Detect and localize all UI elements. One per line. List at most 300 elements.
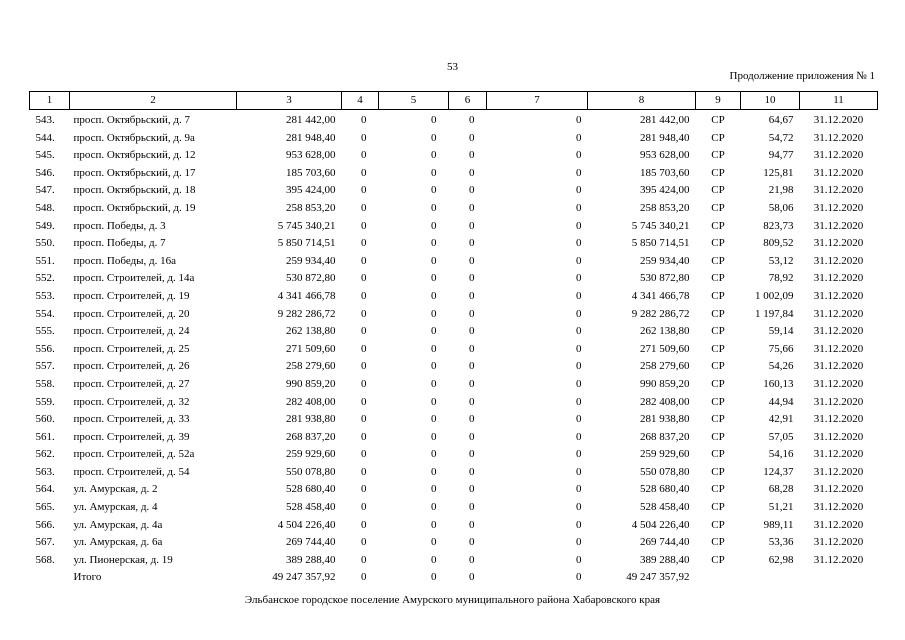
table-cell: 0 bbox=[361, 219, 367, 232]
table-cell: 990 859,20 bbox=[286, 377, 336, 390]
table-cell: 31.12.2020 bbox=[813, 131, 864, 144]
table-cell: 545. bbox=[35, 149, 55, 162]
table-cell: 31.12.2020 bbox=[813, 395, 864, 408]
table-cell: 0 bbox=[361, 166, 367, 179]
table-cell: 0 bbox=[361, 553, 367, 566]
table-cell: 528 680,40 bbox=[286, 483, 336, 496]
table-cell: 0 bbox=[361, 342, 367, 355]
table-cell: ул. Амурская, д. 4а bbox=[73, 518, 163, 531]
table-cell: 568. bbox=[35, 553, 55, 566]
table-row bbox=[30, 411, 878, 429]
table-cell: СР bbox=[711, 553, 725, 566]
table-cell: просп. Октябрьский, д. 12 bbox=[73, 149, 196, 162]
table-cell: 0 bbox=[431, 289, 437, 302]
table-cell: СР bbox=[711, 184, 725, 197]
table-cell: 0 bbox=[469, 219, 475, 232]
table-cell: ул. Пионерская, д. 19 bbox=[73, 553, 173, 566]
data-table bbox=[29, 91, 878, 587]
table-cell bbox=[741, 569, 800, 587]
table-cell: 49 247 357,92 bbox=[272, 571, 336, 584]
table-cell: 44,94 bbox=[768, 395, 794, 408]
table-cell: просп. Победы, д. 16а bbox=[73, 254, 177, 267]
table-cell: 31.12.2020 bbox=[813, 237, 864, 250]
table-cell: просп. Строителей, д. 32 bbox=[73, 395, 190, 408]
table-cell: просп. Октябрьский, д. 19 bbox=[73, 201, 196, 214]
table-cell: просп. Строителей, д. 26 bbox=[73, 360, 190, 373]
table-cell: СР bbox=[711, 465, 725, 478]
table-row bbox=[30, 446, 878, 464]
table-cell: 31.12.2020 bbox=[813, 553, 864, 566]
table-cell: СР bbox=[711, 413, 725, 426]
table-cell: 268 837,20 bbox=[640, 430, 690, 443]
table-cell: 31.12.2020 bbox=[813, 448, 864, 461]
table-cell: СР bbox=[711, 483, 725, 496]
table-cell: 0 bbox=[431, 377, 437, 390]
table-cell: СР bbox=[711, 536, 725, 549]
table-row bbox=[30, 552, 878, 570]
table-cell: 0 bbox=[431, 413, 437, 426]
table-cell: 281 938,80 bbox=[286, 413, 336, 426]
table-cell: 0 bbox=[431, 131, 437, 144]
table-cell: 31.12.2020 bbox=[813, 377, 864, 390]
table-cell: 0 bbox=[431, 272, 437, 285]
table-cell: 0 bbox=[469, 448, 475, 461]
table-cell: 0 bbox=[431, 501, 437, 514]
table-cell: 553. bbox=[35, 289, 55, 302]
table-row bbox=[30, 130, 878, 148]
table-cell: просп. Строителей, д. 20 bbox=[73, 307, 190, 320]
table-cell: просп. Строителей, д. 54 bbox=[73, 465, 190, 478]
table-cell: 42,91 bbox=[768, 413, 794, 426]
table-cell: 0 bbox=[431, 325, 437, 338]
table-cell: 0 bbox=[469, 149, 475, 162]
table-cell: ул. Амурская, д. 2 bbox=[73, 483, 158, 496]
table-cell: 31.12.2020 bbox=[813, 360, 864, 373]
table-cell: 259 934,40 bbox=[640, 254, 690, 267]
table-cell: 395 424,00 bbox=[640, 184, 690, 197]
table-cell: 953 628,00 bbox=[640, 149, 690, 162]
table-cell: 389 288,40 bbox=[286, 553, 336, 566]
table-cell: 0 bbox=[361, 395, 367, 408]
table-cell: 0 bbox=[431, 518, 437, 531]
table-cell: 282 408,00 bbox=[286, 395, 336, 408]
table-cell: 281 442,00 bbox=[286, 114, 336, 126]
table-cell: 0 bbox=[361, 325, 367, 338]
total-row bbox=[30, 569, 878, 587]
table-cell bbox=[800, 569, 878, 587]
page-footer: Эльбанское городское поселение Амурского муниципального района Хабаровского края bbox=[244, 594, 661, 606]
table-cell: 551. bbox=[35, 254, 55, 267]
table-cell: 51,21 bbox=[768, 501, 794, 514]
table-cell: 0 bbox=[576, 413, 582, 426]
table-cell: 0 bbox=[576, 342, 582, 355]
table-cell: 0 bbox=[361, 413, 367, 426]
table-cell: 0 bbox=[576, 377, 582, 390]
table-cell: 5 745 340,21 bbox=[631, 219, 690, 232]
table-cell: 546. bbox=[35, 166, 55, 179]
table-cell: 31.12.2020 bbox=[813, 413, 864, 426]
table-cell: 0 bbox=[469, 395, 475, 408]
table-cell: 94,77 bbox=[768, 149, 794, 162]
table-cell: 31.12.2020 bbox=[813, 430, 864, 443]
table-cell: 0 bbox=[576, 289, 582, 302]
table-cell: 0 bbox=[576, 201, 582, 214]
table-cell: 21,98 bbox=[768, 184, 794, 197]
table-cell: 31.12.2020 bbox=[813, 536, 864, 549]
table-cell: ул. Амурская, д. 4 bbox=[73, 501, 158, 514]
table-cell: 0 bbox=[431, 395, 437, 408]
table-cell: 4 504 226,40 bbox=[277, 518, 336, 531]
table-cell: СР bbox=[711, 518, 725, 531]
header-cell: 2 bbox=[70, 92, 237, 110]
table-cell: просп. Строителей, д. 52а bbox=[73, 448, 195, 461]
table-cell: 0 bbox=[361, 237, 367, 250]
table-cell: 543. bbox=[35, 114, 55, 126]
table-cell: 0 bbox=[469, 114, 475, 126]
table-cell: 544. bbox=[35, 131, 55, 144]
table-cell: 0 bbox=[361, 430, 367, 443]
table-cell: СР bbox=[711, 377, 725, 390]
table-cell: 0 bbox=[469, 553, 475, 566]
table-cell: 78,92 bbox=[768, 272, 794, 285]
table-cell: 0 bbox=[576, 553, 582, 566]
table-cell: 54,16 bbox=[768, 448, 794, 461]
table-cell: 4 341 466,78 bbox=[277, 289, 336, 302]
table-cell: 0 bbox=[361, 307, 367, 320]
table-cell: 0 bbox=[361, 131, 367, 144]
table-cell: 4 341 466,78 bbox=[631, 289, 690, 302]
header-cell: 6 bbox=[449, 92, 487, 110]
table-cell: 31.12.2020 bbox=[813, 342, 864, 355]
table-cell: 0 bbox=[576, 483, 582, 496]
table-cell bbox=[696, 569, 741, 587]
table-cell: 0 bbox=[431, 114, 437, 126]
table-cell: 562. bbox=[35, 448, 55, 461]
table-cell: 0 bbox=[431, 448, 437, 461]
table-cell: 0 bbox=[361, 360, 367, 373]
table-row bbox=[30, 200, 878, 218]
table-cell: 550. bbox=[35, 237, 55, 250]
table-cell: 0 bbox=[431, 536, 437, 549]
table-cell: СР bbox=[711, 307, 725, 320]
table-cell: 0 bbox=[469, 272, 475, 285]
table-cell: СР bbox=[711, 342, 725, 355]
table-cell: 259 934,40 bbox=[286, 254, 336, 267]
table-cell: 528 458,40 bbox=[640, 501, 690, 514]
table-cell: 62,98 bbox=[768, 553, 794, 566]
table-cell: 0 bbox=[576, 325, 582, 338]
table-cell: просп. Строителей, д. 14а bbox=[73, 272, 195, 285]
table-cell: 555. bbox=[35, 325, 55, 338]
table-cell: 0 bbox=[576, 448, 582, 461]
table-cell: 31.12.2020 bbox=[813, 219, 864, 232]
table-cell: 0 bbox=[576, 149, 582, 162]
table-cell: 990 859,20 bbox=[640, 377, 690, 390]
header-cell: 11 bbox=[800, 92, 878, 110]
header-cell: 9 bbox=[696, 92, 741, 110]
table-cell: 0 bbox=[361, 254, 367, 267]
table-cell: 548. bbox=[35, 201, 55, 214]
table-cell: 0 bbox=[469, 518, 475, 531]
table-cell: 31.12.2020 bbox=[813, 289, 864, 302]
table-cell: 0 bbox=[576, 465, 582, 478]
table-cell: 530 872,80 bbox=[640, 272, 690, 285]
table-cell: 262 138,80 bbox=[286, 325, 336, 338]
table-cell: 0 bbox=[469, 465, 475, 478]
table-cell: 552. bbox=[35, 272, 55, 285]
table-cell: 31.12.2020 bbox=[813, 465, 864, 478]
table-cell: 259 929,60 bbox=[286, 448, 336, 461]
table-cell: 0 bbox=[431, 184, 437, 197]
table-row bbox=[30, 376, 878, 394]
table-cell: 31.12.2020 bbox=[813, 325, 864, 338]
table-cell: 0 bbox=[576, 131, 582, 144]
table-cell: 0 bbox=[469, 237, 475, 250]
table-cell: 0 bbox=[361, 518, 367, 531]
table-cell: просп. Строителей, д. 27 bbox=[73, 377, 190, 390]
table-cell: 271 509,60 bbox=[286, 342, 336, 355]
table-cell: 281 948,40 bbox=[640, 131, 690, 144]
header-cell: 3 bbox=[237, 92, 342, 110]
table-cell: 58,06 bbox=[768, 201, 794, 214]
table-cell: просп. Победы, д. 3 bbox=[73, 219, 166, 232]
table-cell: СР bbox=[711, 272, 725, 285]
table-cell: 31.12.2020 bbox=[813, 501, 864, 514]
table-header-row bbox=[30, 92, 878, 110]
table-row bbox=[30, 341, 878, 359]
table-cell: 0 bbox=[431, 219, 437, 232]
table-cell: просп. Октябрьский, д. 7 bbox=[73, 114, 191, 126]
table-cell: 54,26 bbox=[768, 360, 794, 373]
table-cell: 31.12.2020 bbox=[813, 307, 864, 320]
table-cell: 565. bbox=[35, 501, 55, 514]
table-cell: 0 bbox=[469, 289, 475, 302]
table-cell: 0 bbox=[576, 307, 582, 320]
table-row bbox=[30, 270, 878, 288]
table-cell: СР bbox=[711, 201, 725, 214]
table-cell: 53,36 bbox=[768, 536, 794, 549]
table-cell: 558. bbox=[35, 377, 55, 390]
table-cell: 0 bbox=[576, 536, 582, 549]
table-cell: 31.12.2020 bbox=[813, 483, 864, 496]
table-cell: 31.12.2020 bbox=[813, 166, 864, 179]
table-cell: 5 745 340,21 bbox=[277, 219, 336, 232]
table-cell: СР bbox=[711, 149, 725, 162]
header-cell: 10 bbox=[741, 92, 800, 110]
table-cell: 567. bbox=[35, 536, 55, 549]
table-cell: 31.12.2020 bbox=[813, 184, 864, 197]
table-row bbox=[30, 288, 878, 306]
table-cell: 258 279,60 bbox=[640, 360, 690, 373]
table-cell: 281 938,80 bbox=[640, 413, 690, 426]
table-cell: 0 bbox=[576, 571, 582, 584]
table-body bbox=[30, 110, 878, 588]
table-cell: 528 680,40 bbox=[640, 483, 690, 496]
table-row bbox=[30, 110, 878, 130]
table-cell: 268 837,20 bbox=[286, 430, 336, 443]
table-cell: 31.12.2020 bbox=[813, 518, 864, 531]
table-cell: 0 bbox=[431, 254, 437, 267]
table-cell: 0 bbox=[361, 571, 367, 584]
table-cell: 0 bbox=[361, 501, 367, 514]
table-cell: 258 853,20 bbox=[286, 201, 336, 214]
table-cell: 0 bbox=[469, 166, 475, 179]
table-row bbox=[30, 147, 878, 165]
table-cell: 0 bbox=[576, 184, 582, 197]
table-cell: 31.12.2020 bbox=[813, 149, 864, 162]
table-cell: 0 bbox=[576, 272, 582, 285]
page-number: 53 bbox=[447, 61, 458, 73]
table-cell: 125,81 bbox=[763, 166, 794, 179]
appendix-note: Продолжение приложения № 1 bbox=[729, 70, 875, 82]
table-row bbox=[30, 165, 878, 183]
table-cell: 0 bbox=[469, 307, 475, 320]
table-cell: просп. Строителей, д. 19 bbox=[73, 289, 190, 302]
table-cell: 550 078,80 bbox=[286, 465, 336, 478]
table-cell: 0 bbox=[431, 307, 437, 320]
table-cell: 0 bbox=[469, 342, 475, 355]
table-cell: 809,52 bbox=[763, 237, 794, 250]
table-cell: 0 bbox=[431, 571, 437, 584]
table-cell: 258 279,60 bbox=[286, 360, 336, 373]
table-cell: 0 bbox=[431, 465, 437, 478]
table-cell: 5 850 714,51 bbox=[277, 237, 336, 250]
table-cell: 530 872,80 bbox=[286, 272, 336, 285]
table-cell: 0 bbox=[431, 483, 437, 496]
table-cell: 185 703,60 bbox=[286, 166, 336, 179]
table-cell: 0 bbox=[469, 501, 475, 514]
table-cell: просп. Строителей, д. 24 bbox=[73, 325, 190, 338]
table-cell: 561. bbox=[35, 430, 55, 443]
table-cell: 0 bbox=[361, 114, 367, 126]
table-row bbox=[30, 253, 878, 271]
table-cell: 0 bbox=[361, 483, 367, 496]
header-cell: 7 bbox=[487, 92, 588, 110]
table-cell: 4 504 226,40 bbox=[631, 518, 690, 531]
table-cell: 0 bbox=[469, 131, 475, 144]
table-cell: 953 628,00 bbox=[286, 149, 336, 162]
header-cell: 4 bbox=[342, 92, 379, 110]
table-cell: 563. bbox=[35, 465, 55, 478]
table-cell: 554. bbox=[35, 307, 55, 320]
table-cell: 259 929,60 bbox=[640, 448, 690, 461]
table-cell bbox=[30, 569, 70, 587]
table-row bbox=[30, 429, 878, 447]
table-cell: 0 bbox=[431, 237, 437, 250]
table-cell: 0 bbox=[431, 553, 437, 566]
table-cell: 0 bbox=[576, 166, 582, 179]
table-cell: 0 bbox=[576, 219, 582, 232]
table-cell: СР bbox=[711, 360, 725, 373]
table-cell: 0 bbox=[361, 184, 367, 197]
table-cell: 0 bbox=[431, 430, 437, 443]
table-cell: 49 247 357,92 bbox=[626, 571, 690, 584]
table-cell: 1 002,09 bbox=[755, 289, 794, 302]
table-row bbox=[30, 499, 878, 517]
table-cell: 528 458,40 bbox=[286, 501, 336, 514]
table-cell: 31.12.2020 bbox=[813, 254, 864, 267]
table-cell: 0 bbox=[431, 342, 437, 355]
table-cell: 0 bbox=[469, 325, 475, 338]
table-cell: просп. Строителей, д. 33 bbox=[73, 413, 190, 426]
header-cell: 8 bbox=[588, 92, 696, 110]
table-cell: 0 bbox=[361, 377, 367, 390]
table-cell: просп. Октябрьский, д. 18 bbox=[73, 184, 196, 197]
header-cell: 5 bbox=[379, 92, 449, 110]
table-cell: 54,72 bbox=[768, 131, 794, 144]
table-cell: 185 703,60 bbox=[640, 166, 690, 179]
table-row bbox=[30, 235, 878, 253]
table-cell: 557. bbox=[35, 360, 55, 373]
table-cell: Итого bbox=[73, 571, 102, 584]
table-cell: СР bbox=[711, 166, 725, 179]
table-cell: 0 bbox=[361, 289, 367, 302]
table-cell: СР bbox=[711, 395, 725, 408]
table-cell: 566. bbox=[35, 518, 55, 531]
table-cell: СР bbox=[711, 114, 725, 126]
table-cell: 269 744,40 bbox=[640, 536, 690, 549]
table-cell: 0 bbox=[576, 395, 582, 408]
table-cell: СР bbox=[711, 289, 725, 302]
table-cell: 0 bbox=[469, 184, 475, 197]
table-cell: 75,66 bbox=[768, 342, 794, 355]
table-cell: 9 282 286,72 bbox=[631, 307, 690, 320]
table-cell: 0 bbox=[469, 413, 475, 426]
table-cell: 0 bbox=[469, 201, 475, 214]
table-row bbox=[30, 481, 878, 499]
table-cell: 0 bbox=[469, 571, 475, 584]
table-cell: 1 197,84 bbox=[755, 307, 794, 320]
table-cell: СР bbox=[711, 501, 725, 514]
table-cell: 68,28 bbox=[768, 483, 794, 496]
table-row bbox=[30, 358, 878, 376]
table-cell: просп. Строителей, д. 39 bbox=[73, 430, 190, 443]
table-row bbox=[30, 517, 878, 535]
table-cell: 64,67 bbox=[768, 114, 794, 126]
table-cell: 53,12 bbox=[768, 254, 794, 267]
header-cell: 1 bbox=[30, 92, 70, 110]
table-cell: 0 bbox=[431, 149, 437, 162]
table-cell: 0 bbox=[361, 465, 367, 478]
table-cell: 0 bbox=[469, 254, 475, 267]
table-cell: 0 bbox=[431, 166, 437, 179]
table-cell: 59,14 bbox=[768, 325, 794, 338]
table-cell: 0 bbox=[576, 114, 582, 126]
table-cell: 989,11 bbox=[763, 518, 794, 531]
table-cell: 262 138,80 bbox=[640, 325, 690, 338]
table-cell: СР bbox=[711, 325, 725, 338]
table-cell: СР bbox=[711, 254, 725, 267]
table-cell: 547. bbox=[35, 184, 55, 197]
table-cell: 395 424,00 bbox=[286, 184, 336, 197]
table-cell: СР bbox=[711, 237, 725, 250]
table-row bbox=[30, 323, 878, 341]
table-cell: 0 bbox=[361, 272, 367, 285]
table-cell: 559. bbox=[35, 395, 55, 408]
table-cell: 550 078,80 bbox=[640, 465, 690, 478]
table-cell: 31.12.2020 bbox=[813, 272, 864, 285]
table-cell: 560. bbox=[35, 413, 55, 426]
table-cell: просп. Строителей, д. 25 bbox=[73, 342, 190, 355]
table-cell: 0 bbox=[576, 430, 582, 443]
table-cell: 0 bbox=[431, 360, 437, 373]
table-cell: 0 bbox=[469, 483, 475, 496]
table-cell: 0 bbox=[576, 254, 582, 267]
table-cell: СР bbox=[711, 430, 725, 443]
table-cell: 9 282 286,72 bbox=[277, 307, 336, 320]
table-cell: 0 bbox=[361, 201, 367, 214]
table-cell: 556. bbox=[35, 342, 55, 355]
